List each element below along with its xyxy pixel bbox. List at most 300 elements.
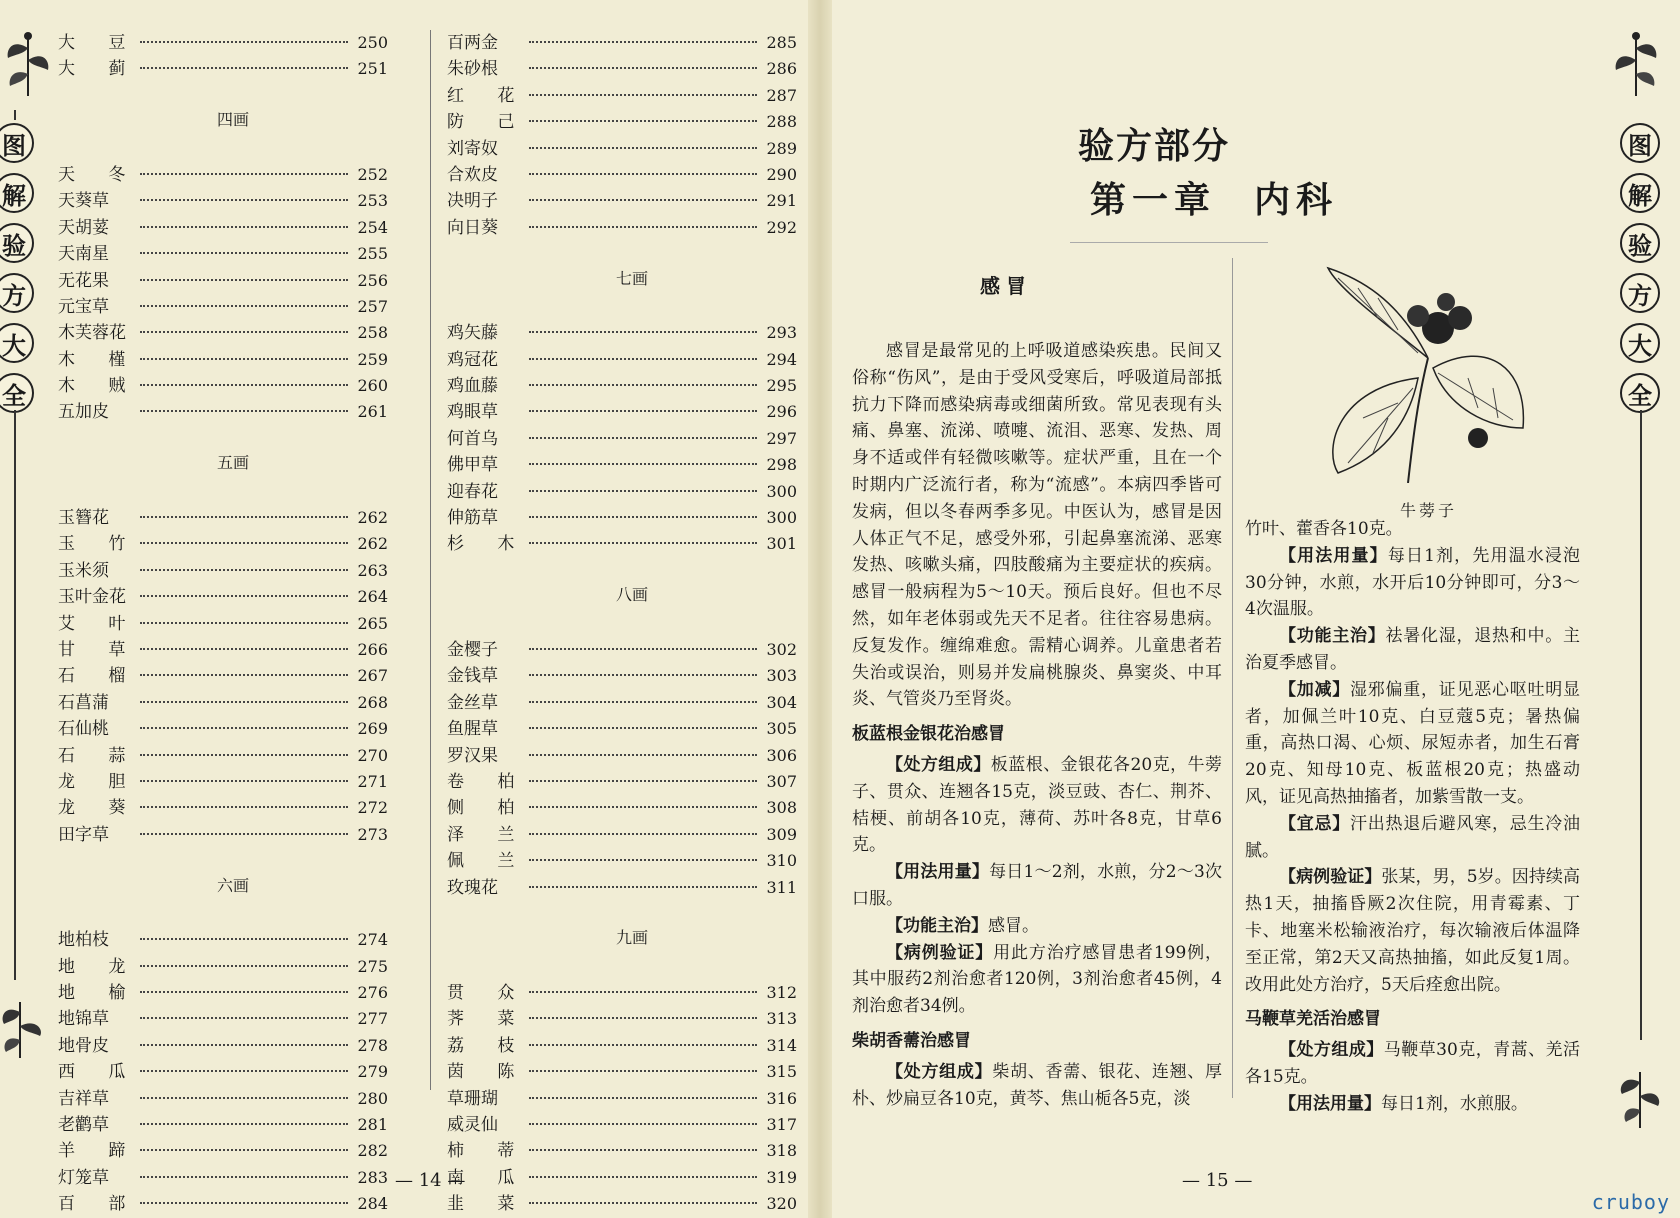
index-entry — [447, 397, 797, 423]
side-title-char: 方 — [0, 273, 34, 313]
text: 祛暑化湿，退热和中。主治夏季感冒。 — [1245, 626, 1580, 673]
index-entry-page: 277 — [357, 1009, 388, 1029]
index-entry — [58, 714, 388, 740]
label: 【用法用量】 — [886, 862, 990, 883]
dot-leader — [529, 358, 757, 360]
index-entry — [58, 793, 388, 819]
index-spacer — [58, 134, 388, 160]
index-entry — [58, 318, 388, 344]
index-entry — [58, 213, 388, 239]
index-stroke-heading: 八画 — [615, 585, 648, 605]
index-entry-page: 291 — [766, 191, 797, 211]
dot-leader — [529, 648, 757, 650]
label: 【病例验证】 — [1279, 867, 1382, 888]
index-entry-page: 262 — [357, 508, 388, 528]
dot-leader — [140, 727, 348, 729]
index-entry-page: 262 — [357, 534, 388, 554]
index-stroke-heading: 七画 — [615, 268, 648, 288]
text: 用此方治疗感冒患者199例，其中服药2剂治愈者120例，3剂治愈者45例，4剂治愈者34例。 — [852, 942, 1223, 1017]
index-entry-name: 侧 柏 — [447, 798, 529, 819]
recipe-2-contraindication — [1245, 811, 1580, 865]
index-stroke-heading: 四画 — [216, 110, 249, 130]
text: 湿邪偏重，证见恶心呕吐明显者，加佩兰叶10克、白豆蔻5克；暑热偏重，高热口渴、心烦、尿短赤者，加生石膏20克、知母10克、板蓝根20克；热盛动风，证见高热抽搐者，加紫雪散一支。 — [1245, 679, 1580, 807]
dot-leader — [140, 516, 348, 518]
recipe-1-function — [852, 913, 1222, 940]
dot-leader — [529, 226, 757, 228]
dot-leader — [140, 938, 348, 940]
index-entry-page: 260 — [357, 376, 388, 396]
index-entry-name: 玉 竹 — [58, 534, 140, 555]
index-entry-page: 255 — [357, 244, 388, 264]
index-entry-name: 刘寄奴 — [447, 138, 498, 159]
index-entry-name: 地 榆 — [58, 983, 140, 1004]
index-entry — [58, 609, 388, 635]
text: 每日1剂，先用温水浸泡30分钟，水煎，水开后10分钟即可，分3～4次温服。 — [1245, 545, 1581, 620]
index-entry — [58, 1189, 388, 1215]
index-entry-page: 288 — [766, 112, 797, 132]
index-entry-page: 301 — [766, 534, 797, 554]
index-entry — [447, 1031, 797, 1057]
dot-leader — [140, 305, 348, 307]
index-entry — [58, 371, 388, 397]
text: 每日1～2剂，水煎，分2～3次口服。 — [852, 862, 1223, 909]
index-entry-page: 316 — [766, 1088, 797, 1108]
recipe-1-composition — [852, 752, 1222, 859]
index-entry-page: 251 — [357, 59, 388, 79]
dot-leader — [529, 859, 757, 861]
index-entry-name: 伸筋草 — [447, 508, 498, 529]
index-stroke-heading: 五画 — [216, 453, 249, 473]
dot-leader — [140, 648, 348, 650]
side-title-char: 全 — [1620, 373, 1660, 413]
dot-leader — [140, 410, 348, 412]
side-rule-right-lower — [1640, 410, 1642, 1040]
index-entry-page: 263 — [357, 560, 388, 580]
index-entry — [58, 1057, 388, 1083]
index-entry — [58, 397, 388, 423]
index-entry-name: 大 豆 — [58, 33, 140, 53]
index-entry-page: 280 — [357, 1088, 388, 1108]
index-entry-page: 283 — [357, 1167, 388, 1187]
index-entry-page: 303 — [766, 666, 797, 686]
index-entry-page: 264 — [357, 587, 388, 607]
index-entry-page: 253 — [357, 191, 388, 211]
dot-leader — [529, 41, 757, 43]
dot-leader — [529, 780, 757, 782]
burdock-illustration-icon — [1318, 258, 1533, 483]
index-entry-name: 艾 叶 — [58, 613, 140, 634]
index-entry-name: 韭 菜 — [447, 1194, 529, 1215]
recipe-2-usage — [1245, 543, 1580, 623]
dot-leader — [529, 727, 757, 729]
index-entry-name: 决明子 — [447, 191, 498, 212]
index-entry-page: 302 — [766, 639, 797, 659]
dot-leader — [140, 226, 348, 228]
index-entry — [447, 213, 797, 239]
dot-leader — [529, 542, 757, 544]
dot-leader — [529, 991, 757, 993]
index-entry — [58, 925, 388, 951]
dot-leader — [140, 701, 348, 703]
index-entry-name: 玉簪花 — [58, 508, 109, 529]
index-entry-page: 285 — [766, 33, 797, 52]
side-title-char: 图 — [1620, 123, 1660, 163]
chapter-title — [1090, 172, 1338, 223]
index-entry-name: 红 花 — [447, 85, 529, 106]
index-entry — [58, 661, 388, 687]
index-entry-page: 313 — [766, 1009, 797, 1029]
dot-leader — [529, 120, 757, 122]
index-entry-name: 地骨皮 — [58, 1035, 109, 1056]
index-entry-page: 278 — [357, 1035, 388, 1055]
dot-leader — [529, 1149, 757, 1151]
index-entry — [447, 1057, 797, 1083]
recipe-1-usage — [852, 859, 1222, 913]
index-entry — [447, 1136, 797, 1162]
index-entry — [58, 741, 388, 767]
side-title-left — [0, 118, 36, 418]
index-entry — [447, 741, 797, 767]
recipe-2-continued: 竹叶、藿香各10克。 — [1245, 519, 1403, 539]
index-entry-page: 317 — [766, 1115, 797, 1135]
text: 张某，男，5岁。因持续高热1天，抽搐昏厥2次住院，用青霉素、丁卡、地塞米松输液治疗，每次输液后体温降至正常，第2天又高热抽搐，如此反复1周。改用此处方治疗，5天后痊愈出院。 — [1245, 867, 1580, 995]
index-entry — [447, 978, 797, 1004]
index-entry — [58, 635, 388, 661]
index-stroke-heading: 六画 — [216, 875, 249, 895]
label: 【功能主治】 — [886, 915, 988, 936]
index-entry-page: 305 — [766, 719, 797, 739]
index-entry-name: 泽 兰 — [447, 824, 529, 845]
index-entry-page: 292 — [766, 217, 797, 237]
index-entry — [447, 1110, 797, 1136]
side-title-char: 大 — [0, 323, 34, 363]
recipe-3-composition — [1245, 1037, 1580, 1091]
dot-leader — [140, 1176, 348, 1178]
index-entry-name: 木芙蓉花 — [58, 323, 126, 344]
recipe-2-modification — [1245, 677, 1580, 811]
index-entry — [58, 978, 388, 1004]
index-entry-name: 木 贼 — [58, 376, 140, 397]
index-entry — [447, 1163, 797, 1189]
index-column-2 — [447, 28, 797, 1216]
text: 汗出热退后避风寒，忌生冷油腻。 — [1245, 813, 1580, 861]
index-entry-page: 309 — [766, 824, 797, 844]
index-entry — [58, 28, 388, 54]
index-entry-page: 306 — [766, 745, 797, 765]
text: 马鞭草30克，青蒿、羌活各15克。 — [1245, 1040, 1580, 1087]
dot-leader — [140, 252, 348, 254]
index-entry-name: 田字草 — [58, 824, 109, 845]
index-entry-page: 270 — [357, 745, 388, 765]
index-entry-name: 罗汉果 — [447, 745, 498, 766]
index-entry-page: 300 — [766, 481, 797, 501]
index-entry-page: 293 — [766, 323, 797, 343]
dot-leader — [140, 1202, 348, 1204]
index-entry-page: 296 — [766, 402, 797, 422]
index-entry — [447, 1084, 797, 1110]
index-entry-name: 何首乌 — [447, 428, 498, 449]
dot-leader — [529, 833, 757, 835]
recipe-1-case — [852, 940, 1222, 1020]
side-rule-left-lower — [14, 410, 16, 980]
dot-leader — [140, 569, 348, 571]
index-entry-name: 大 蓟 — [58, 59, 140, 80]
side-title-char: 解 — [1620, 173, 1660, 213]
index-entry — [58, 239, 388, 265]
dot-leader — [140, 1017, 348, 1019]
index-entry-name: 百两金 — [447, 33, 498, 53]
dot-leader — [140, 833, 348, 835]
index-entry — [447, 503, 797, 529]
index-entry-name: 西 瓜 — [58, 1062, 140, 1083]
dot-leader — [529, 199, 757, 201]
index-entry — [447, 81, 797, 107]
index-entry-page: 259 — [357, 349, 388, 369]
dot-leader — [529, 806, 757, 808]
index-entry — [58, 54, 388, 80]
index-entry — [447, 424, 797, 450]
index-entry-page: 257 — [357, 296, 388, 316]
index-entry-name: 玉米须 — [58, 560, 109, 581]
side-title-right — [1618, 118, 1662, 418]
index-entry-name: 甘 草 — [58, 639, 140, 660]
index-entry — [447, 134, 797, 160]
index-spacer — [58, 424, 388, 450]
index-entry-name: 金樱子 — [447, 639, 498, 660]
dot-leader — [529, 674, 757, 676]
index-entry-name: 元宝草 — [58, 296, 109, 317]
index-entry — [447, 160, 797, 186]
index-entry-name: 吉祥草 — [58, 1088, 109, 1109]
index-spacer — [447, 556, 797, 582]
recipe-2-title: 柴胡香薷治感冒 — [852, 1030, 971, 1051]
text: 感冒。 — [988, 915, 1039, 936]
dot-leader — [140, 1070, 348, 1072]
dot-leader — [140, 622, 348, 624]
index-entry-page: 276 — [357, 983, 388, 1003]
illustration-caption: 牛蒡子 — [1400, 501, 1458, 520]
index-entry-page: 279 — [357, 1062, 388, 1082]
index-entry-page: 311 — [766, 877, 797, 897]
index-entry-name: 石 蒜 — [58, 745, 140, 766]
index-entry-page: 304 — [766, 692, 797, 712]
dot-leader — [529, 1070, 757, 1072]
part-title: 验方部分 — [1078, 125, 1231, 167]
index-entry — [58, 266, 388, 292]
index-entry — [447, 635, 797, 661]
side-title-char: 全 — [0, 373, 34, 413]
index-entry — [58, 186, 388, 212]
index-entry-page: 261 — [357, 402, 388, 422]
index-entry-name: 佛甲草 — [447, 455, 498, 476]
label: 【宜忌】 — [1279, 813, 1350, 834]
dot-leader — [529, 173, 757, 175]
index-entry-page: 297 — [766, 428, 797, 448]
index-entry-name: 羊 蹄 — [58, 1141, 140, 1162]
index-entry — [58, 767, 388, 793]
index-entry — [447, 28, 797, 54]
index-entry-page: 282 — [357, 1141, 388, 1161]
side-title-char: 方 — [1620, 273, 1660, 313]
column-separator — [430, 30, 431, 1090]
index-entry-page: 286 — [766, 59, 797, 79]
index-entry-name: 灯笼草 — [58, 1167, 109, 1188]
dot-leader — [140, 67, 348, 69]
side-title-char: 图 — [0, 123, 34, 163]
index-entry — [58, 292, 388, 318]
side-title-char: 解 — [0, 173, 34, 213]
index-entry-name: 老鹳草 — [58, 1115, 109, 1136]
plant-decoration-icon — [2, 28, 54, 98]
index-entry — [447, 820, 797, 846]
section-heading: 感冒 — [980, 274, 1032, 298]
index-entry-name: 鸡眼草 — [447, 402, 498, 423]
index-entry-name: 向日葵 — [447, 217, 498, 238]
index-entry — [447, 371, 797, 397]
index-entry — [58, 160, 388, 186]
index-entry — [447, 529, 797, 555]
index-entry-name: 石仙桃 — [58, 719, 109, 740]
index-entry-page: 320 — [766, 1194, 797, 1214]
intro-paragraph: 感冒是最常见的上呼吸道感染疾患。民间又俗称“伤风”，是由于受风受寒后，呼吸道局部抵抗力下降而感染病毒或细菌所致。常见表现有头痛、鼻塞、流涕、喷嚏、流泪、恶寒、发热、周身不适或伴有轻微咳嗽等。症状严重，且在一个时期内广泛流行者，称为“流感”。本病四季皆可发病，但以冬春两季多见。中医认为，感冒是因人体正气不足，感受外邪，引起鼻塞流涕、恶寒发热、咳嗽头痛，四肢酸痛为主要症状的疾病。感冒一般病程为5～10天。预后良好。但也不尽然，如年老体弱或先天不足者。往往容易患病。反复发作。缠绵难愈。需精心调养。儿童患者若失治或误治，则易并发扁桃腺炎、鼻窦炎、中耳炎、气管炎乃至肾炎。 — [852, 341, 1222, 710]
dot-leader — [529, 67, 757, 69]
side-title-char: 大 — [1620, 323, 1660, 363]
dot-leader — [140, 780, 348, 782]
index-entry-page: 258 — [357, 323, 388, 343]
index-entry-name: 无花果 — [58, 270, 109, 291]
plant-decoration-right-icon — [1610, 28, 1662, 98]
dot-leader — [140, 1149, 348, 1151]
text: 板蓝根、金银花各20克，牛蒡子、贯众、连翘各15克，淡豆豉、杏仁、荆芥、桔梗、前胡各10克，薄荷、苏叶各8克，甘草6克。 — [852, 754, 1223, 856]
dot-leader — [529, 1202, 757, 1204]
index-entry-name: 天南星 — [58, 244, 109, 265]
text: 柴胡、香薷、银花、连翘、厚朴、炒扁豆各10克，黄芩、焦山栀各5克，淡 — [852, 1061, 1223, 1109]
index-entry-page: 273 — [357, 824, 388, 844]
index-entry — [447, 1004, 797, 1030]
dot-leader — [140, 1044, 348, 1046]
index-entry-name: 合欢皮 — [447, 164, 498, 185]
index-entry-page: 314 — [766, 1035, 797, 1055]
index-entry-page: 281 — [357, 1115, 388, 1135]
dot-leader — [140, 358, 348, 360]
recipe-3-usage — [1245, 1091, 1580, 1118]
watermark-text: cruboy — [1591, 1190, 1670, 1214]
index-entry-name: 防 己 — [447, 112, 529, 133]
left-page-number: — 14 — — [395, 1170, 466, 1191]
index-entry-name: 朱砂根 — [447, 59, 498, 80]
index-entry — [447, 714, 797, 740]
index-entry-name: 五加皮 — [58, 402, 109, 423]
index-entry-page: 300 — [766, 508, 797, 528]
dot-leader — [529, 331, 757, 333]
dot-leader — [529, 463, 757, 465]
index-entry — [58, 952, 388, 978]
dot-leader — [140, 199, 348, 201]
index-entry — [58, 1163, 388, 1189]
index-entry — [447, 688, 797, 714]
index-entry-page: 267 — [357, 666, 388, 686]
index-spacer — [58, 477, 388, 503]
index-entry-name: 威灵仙 — [447, 1115, 498, 1136]
dot-leader — [529, 437, 757, 439]
index-entry-name: 天 冬 — [58, 164, 140, 185]
index-spacer — [58, 81, 388, 107]
index-entry-page: 271 — [357, 771, 388, 791]
index-entry-page: 254 — [357, 217, 388, 237]
dot-leader — [529, 94, 757, 96]
index-stroke-heading: 九画 — [615, 928, 648, 948]
index-entry-name: 玫瑰花 — [447, 877, 498, 898]
index-entry — [447, 873, 797, 899]
dot-leader — [140, 806, 348, 808]
plant-decoration-bottom-icon — [0, 990, 52, 1060]
recipe-2-case — [1245, 864, 1580, 998]
index-entry-name: 天葵草 — [58, 191, 109, 212]
index-entry-page: 290 — [766, 164, 797, 184]
label: 【用法用量】 — [1279, 1093, 1381, 1114]
index-entry-name: 百 部 — [58, 1194, 140, 1215]
dot-leader — [140, 1123, 348, 1125]
index-entry — [58, 1136, 388, 1162]
dot-leader — [529, 1176, 757, 1178]
dot-leader — [140, 41, 348, 43]
index-entry-name: 天胡荽 — [58, 217, 109, 238]
dot-leader — [529, 754, 757, 756]
index-entry — [58, 503, 388, 529]
index-entry-page: 307 — [766, 771, 797, 791]
dot-leader — [529, 147, 757, 149]
index-entry-name: 鸡冠花 — [447, 349, 498, 370]
index-entry — [447, 54, 797, 80]
index-entry-page: 294 — [766, 349, 797, 369]
index-entry-page: 289 — [766, 138, 797, 158]
dot-leader — [529, 384, 757, 386]
index-entry-name: 草珊瑚 — [447, 1088, 498, 1109]
index-spacer — [447, 292, 797, 318]
dot-leader — [140, 991, 348, 993]
index-entry-page: 274 — [357, 930, 388, 950]
index-entry-page: 318 — [766, 1141, 797, 1161]
left-text-column — [852, 338, 1222, 1112]
recipe-2-composition — [852, 1059, 1222, 1113]
dot-leader — [529, 701, 757, 703]
index-spacer — [447, 952, 797, 978]
index-entry-name: 贯 众 — [447, 983, 529, 1004]
index-entry-name: 木 槿 — [58, 349, 140, 370]
index-entry-name: 卷 柏 — [447, 771, 529, 792]
index-entry — [58, 556, 388, 582]
dot-leader — [529, 1044, 757, 1046]
index-entry-name: 龙 胆 — [58, 771, 140, 792]
index-entry — [447, 767, 797, 793]
dot-leader — [140, 1097, 348, 1099]
index-entry — [58, 582, 388, 608]
index-entry-name: 地 龙 — [58, 956, 140, 977]
right-page-number: — 15 — — [1182, 1170, 1253, 1191]
index-entry-page: 308 — [766, 798, 797, 818]
index-entry-name: 金丝草 — [447, 692, 498, 713]
index-entry — [58, 1084, 388, 1110]
dot-leader — [529, 490, 757, 492]
index-entry — [447, 450, 797, 476]
index-entry-page: 268 — [357, 692, 388, 712]
text-column-divider — [1232, 258, 1233, 1098]
dot-leader — [140, 542, 348, 544]
index-entry-page: 272 — [357, 798, 388, 818]
index-entry-page: 298 — [766, 455, 797, 475]
dot-leader — [140, 384, 348, 386]
index-spacer — [58, 899, 388, 925]
